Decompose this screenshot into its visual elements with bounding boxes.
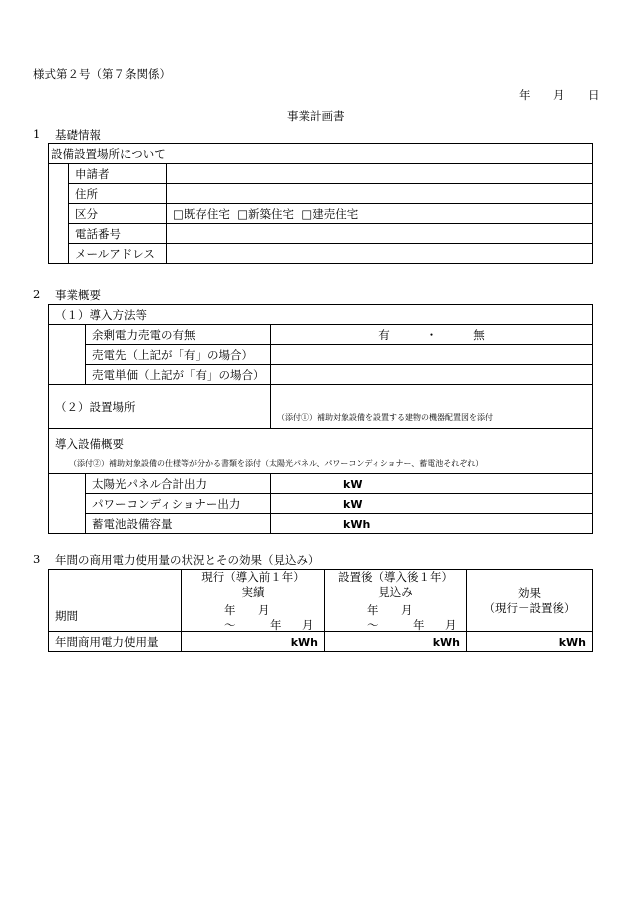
pcs-unit: kW [343, 497, 363, 511]
surplus-yes-option[interactable]: 有 [378, 327, 390, 342]
form-number: 様式第２号（第７条関係） [33, 67, 171, 81]
current-column-header [182, 570, 325, 601]
price-label: 売電単価（上記が「有」の場合） [86, 365, 271, 385]
current-start-month: 月 [258, 603, 270, 617]
business-overview-table [48, 304, 593, 534]
checkbox-built-for-sale[interactable]: □建売住宅 [301, 206, 359, 221]
method-heading: （１）導入方法等 [49, 305, 593, 325]
phone-label: 電話番号 [69, 224, 167, 244]
applicant-field[interactable] [167, 164, 593, 184]
pcs-output-label: パワーコンディショナー出力 [86, 494, 271, 514]
category-row [49, 204, 593, 224]
date-day-label: 日 [588, 88, 600, 102]
battery-unit: kWh [343, 517, 371, 531]
address-row [49, 184, 593, 204]
pcs-output-field[interactable] [271, 494, 593, 514]
current-header-line2: 実績 [241, 585, 265, 599]
current-start-year: 年 [224, 603, 236, 617]
current-header-line1: 現行（導入前１年） [201, 570, 305, 584]
surplus-no-option[interactable]: 無 [473, 327, 485, 342]
checkbox-new-house[interactable]: □新築住宅 [237, 206, 295, 221]
section2-heading: 事業概要 [55, 288, 101, 302]
site-heading: （２）設置場所 [49, 385, 271, 429]
applicant-label: 申請者 [69, 164, 167, 184]
email-field[interactable] [167, 244, 593, 264]
after-usage-unit: kWh [432, 635, 460, 649]
basic-info-table [48, 143, 593, 264]
current-period-field[interactable] [182, 600, 325, 632]
battery-capacity-field[interactable] [271, 514, 593, 534]
after-start-year: 年 [367, 603, 379, 617]
section3-number: 3 [33, 552, 41, 566]
pv-output-label: 太陽光パネル合計出力 [86, 474, 271, 494]
after-start-month: 月 [401, 603, 413, 617]
pv-unit: kW [343, 477, 363, 491]
applicant-row [49, 164, 593, 184]
equipment-heading: 導入設備概要 [49, 429, 593, 454]
power-usage-table [48, 569, 593, 652]
battery-capacity-label: 蓄電池設備容量 [86, 514, 271, 534]
effect-usage-unit: kWh [558, 635, 586, 649]
effect-usage-field[interactable] [467, 632, 593, 652]
price-field[interactable] [271, 365, 593, 385]
equipment-attachment-note: （添付②）補助対象設備の仕様等が分かる書類を添付（太陽光パネル、パワーコンディショナー、蓄電池それぞれ） [49, 453, 593, 474]
document-title: 事業計画書 [287, 109, 345, 123]
checkbox-existing-house[interactable]: □既存住宅 [173, 206, 230, 221]
after-usage-field[interactable] [325, 632, 467, 652]
phone-field[interactable] [167, 224, 593, 244]
date-year-label: 年 [519, 88, 531, 102]
phone-row [49, 224, 593, 244]
after-column-header [325, 570, 467, 601]
current-tilde: ～ [224, 618, 236, 632]
section1-number: 1 [33, 127, 41, 141]
period-label: 期間 [49, 600, 182, 632]
surplus-label: 余剰電力売電の有無 [86, 325, 271, 345]
current-usage-unit: kWh [290, 635, 318, 649]
annual-usage-label: 年間商用電力使用量 [49, 632, 182, 652]
after-end-year: 年 [413, 618, 425, 632]
category-label: 区分 [69, 204, 167, 224]
separator-dot: ・ [425, 327, 438, 342]
after-tilde: ～ [367, 618, 379, 632]
effect-header-line1: 効果 [518, 585, 541, 600]
section2-number: 2 [33, 287, 41, 301]
after-header-line1: 設置後（導入後１年） [338, 570, 453, 584]
surplus-choice [271, 325, 593, 345]
effect-header-line2: （現行－設置後） [483, 600, 576, 615]
current-end-month: 月 [302, 618, 314, 632]
site-attachment-note: （添付①）補助対象設備を設置する建物の機器配置図を添付 [271, 385, 593, 429]
section1-heading: 基礎情報 [55, 128, 101, 142]
buyer-field[interactable] [271, 345, 593, 365]
date-month-label: 月 [553, 88, 565, 102]
section3-heading: 年間の商用電力使用量の状況とその効果（見込み） [55, 553, 320, 567]
address-field[interactable] [167, 184, 593, 204]
current-usage-field[interactable] [182, 632, 325, 652]
email-label: メールアドレス [69, 244, 167, 264]
location-caption: 設備設置場所について [49, 144, 593, 164]
current-end-year: 年 [270, 618, 282, 632]
category-options [167, 204, 593, 224]
after-period-field[interactable] [325, 600, 467, 632]
after-header-line2: 見込み [378, 585, 413, 599]
buyer-label: 売電先（上記が「有」の場合） [86, 345, 271, 365]
address-label: 住所 [69, 184, 167, 204]
after-end-month: 月 [445, 618, 457, 632]
effect-column-header [467, 570, 593, 632]
pv-output-field[interactable] [271, 474, 593, 494]
email-row [49, 244, 593, 264]
